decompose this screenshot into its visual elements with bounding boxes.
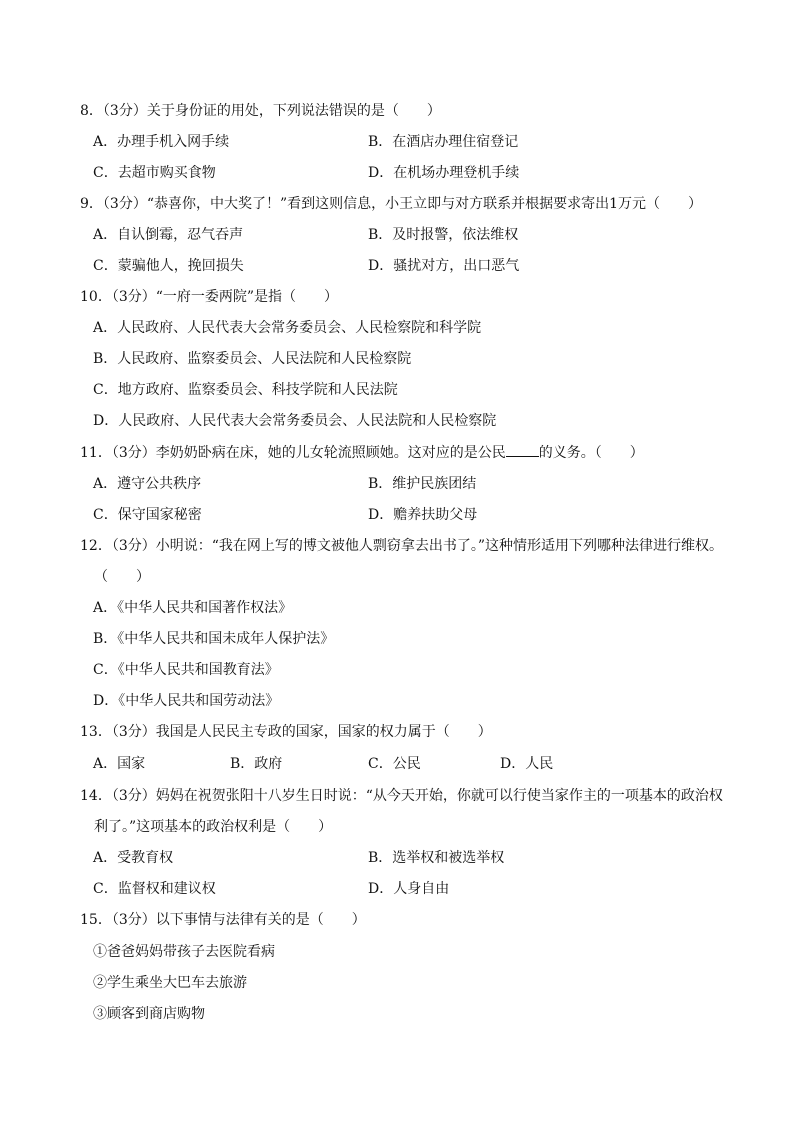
question-15-stem: 15．（3分）以下事情与法律有关的是（ ） [80,912,366,928]
question-8-stem: 8．（3分）关于身份证的用处，下列说法错误的是（ ） [80,103,441,119]
question-11-option-c: C．保守国家秘密 [93,507,202,523]
question-13-stem: 13．（3分）我国是人民民主专政的国家，国家的权力属于（ ） [80,724,492,740]
question-14-stem: 14．（3分）妈妈在祝贺张阳十八岁生日时说：“从今天开始，你就可以行使当家作主的一项基本的政治权 [80,788,723,804]
question-15-item-2: ②学生乘坐大巴车去旅游 [93,975,247,991]
question-11-stem [80,442,644,463]
question-8-option-a: A．办理手机入网手续 [93,134,230,150]
question-13-option-c: C．公民 [368,756,421,772]
question-12-option-a: A．《中华人民共和国著作权法》 [93,600,293,616]
question-14-option-d: D．人身自由 [368,881,450,897]
question-12-stem: 12．（3分）小明说：“我在网上写的博文被他人剽窃拿去出书了。”这种情形适用下列哪种法律进行维权。 [80,538,724,554]
question-9-option-a: A．自认倒霉，忍气吞声 [93,227,244,243]
question-13-option-d: D．人民 [500,756,554,772]
question-13-option-b: B．政府 [230,756,283,772]
question-15-item-3: ③顾客到商店购物 [93,1006,205,1022]
question-8-option-b: B．在酒店办理住宿登记 [368,134,519,150]
question-10-option-b: B．人民政府、监察委员会、人民法院和人民检察院 [93,351,412,367]
question-15-item-1: ①爸爸妈妈带孩子去医院看病 [93,944,275,960]
question-10-option-d: D．人民政府、人民代表大会常务委员会、人民法院和人民检察院 [93,413,497,429]
question-11-stem-before: 11．（3分）李奶奶卧病在床，她的儿女轮流照顾她。这对应的是公民 [80,445,506,461]
question-10-stem: 10．（3分）“一府一委两院”是指（ ） [80,289,339,305]
question-9-option-d: D．骚扰对方，出口恶气 [368,258,520,274]
question-12-option-c: C．《中华人民共和国教育法》 [93,662,279,678]
question-9-stem: 9．（3分）“恭喜你，中大奖了！”看到这则信息，小王立即与对方联系并根据要求寄出1万元（ ） [80,196,703,212]
question-14-stem-cont: 利了。”这项基本的政治权利是（ ） [94,819,333,835]
answer-blank [506,442,539,457]
question-12-option-b: B．《中华人民共和国未成年人保护法》 [93,631,335,647]
question-8-option-d: D．在机场办理登机手续 [368,165,520,181]
question-10-option-c: C．地方政府、监察委员会、科技学院和人民法院 [93,382,398,398]
question-11-option-a: A．遵守公共秩序 [93,476,202,492]
question-14-option-b: B．选举权和被选举权 [368,850,505,866]
question-9-option-c: C．蒙骗他人，挽回损失 [93,258,244,274]
question-11-stem-after: 的义务。（ ） [538,445,644,461]
question-8-option-c: C．去超市购买食物 [93,165,216,181]
question-10-option-a: A．人民政府、人民代表大会常务委员会、人民检察院和科学院 [93,320,482,336]
question-11-option-b: B．维护民族团结 [368,476,477,492]
question-12-stem-cont: （ ） [94,569,150,585]
question-9-option-b: B．及时报警，依法维权 [368,227,519,243]
question-11-option-d: D．赡养扶助父母 [368,507,478,523]
question-14-option-a: A．受教育权 [93,850,174,866]
question-14-option-c: C．监督权和建议权 [93,881,216,897]
question-12-option-d: D．《中华人民共和国劳动法》 [93,693,280,709]
question-13-option-a: A．国家 [93,756,146,772]
